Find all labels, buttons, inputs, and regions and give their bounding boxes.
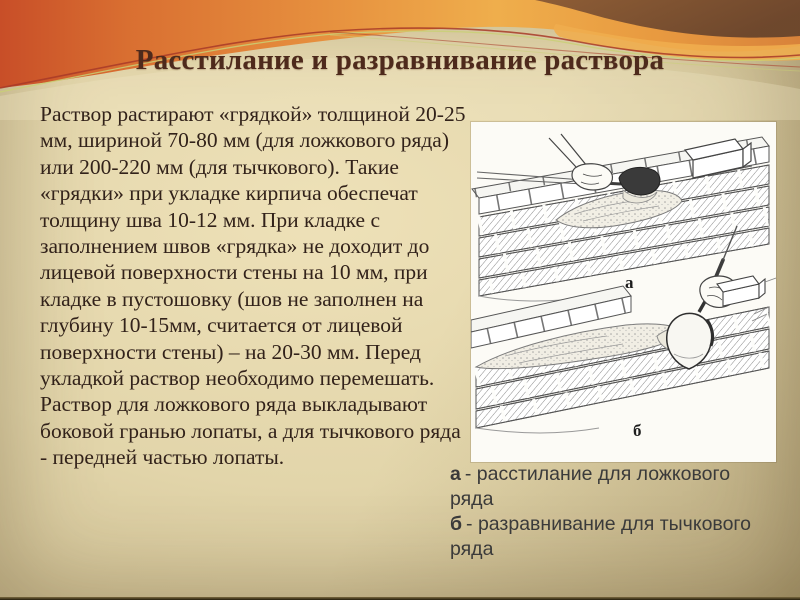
figure-illustration	[471, 122, 776, 462]
figure-label-a: а	[625, 273, 634, 292]
caption-text-b: - разравнивание для тычкового ряда	[450, 513, 751, 560]
bricklaying-illustration	[471, 122, 776, 462]
slide-title: Расстилание и разравнивание раствора	[135, 44, 665, 76]
caption-label-a: а	[450, 463, 461, 485]
caption-text-a: - расстилание для ложкового ряда	[450, 463, 731, 510]
body-paragraph: Раствор растирают «грядкой» толщиной 20-25 мм, шириной 70-80 мм (для ложкового ряда) или 200-220 мм (для тычкового). Такие «грядки» при укладке кирпича обеспечат толщину шва 10-12 мм. При кладке с заполнением швов «грядка» не доходит до лицевой поверхности стены на 10 мм, при кладке в пустошовку (шов не заполнен на глубину 10-15мм, считается от лицевой поверхности стены) – на 20-30 мм. Перед укладкой раствор необходимо перемешать. Раствор для ложкового ряда выкладывают боковой гранью лопаты, а для тычкового ряда - передней частью лопаты.	[40, 102, 466, 470]
figure-caption-line-a	[450, 462, 766, 512]
figure-caption	[450, 462, 766, 562]
figure-label-b: б	[633, 421, 642, 440]
figure-caption-line-b	[450, 512, 766, 562]
caption-label-b: б	[450, 513, 463, 535]
